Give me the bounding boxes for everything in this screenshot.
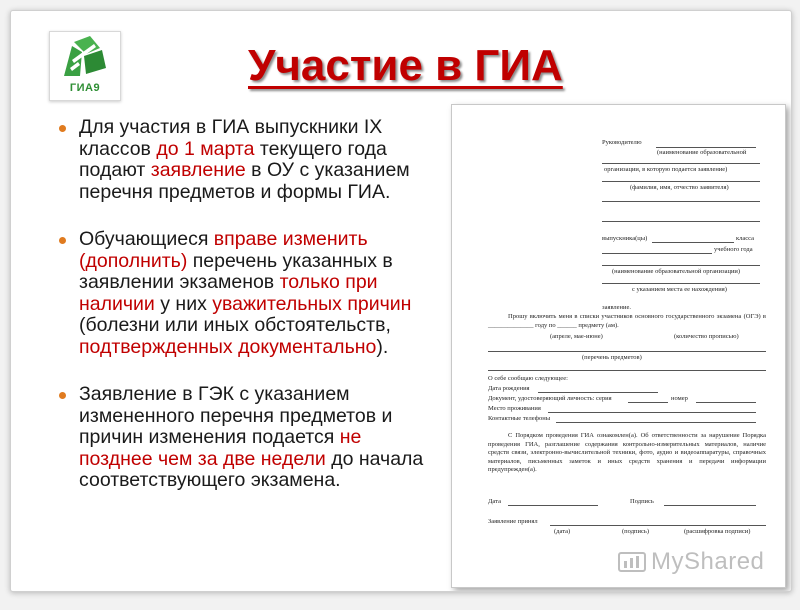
form-hint: (фамилия, имя, отчество заявителя) [630,184,729,191]
form-about: О себе сообщаю следующее: [488,375,568,382]
form-statement: заявление. [602,304,632,311]
form-id-num: номер [671,395,688,402]
form-hint: (перечень предметов) [582,354,642,361]
bullet-item [49,117,434,203]
bullet-dot-icon [59,237,66,244]
bullet-text: Заявление в ГЭК с указанием измененного перечня предметов и причин изменения подается [79,383,393,448]
bullet-text: в ОУ с указанием перечня предметов и формы ГИА. [79,159,410,203]
form-phones: Контактные телефоны [488,415,551,422]
bullet-text: текущего года подают [79,137,387,181]
form-hint: с указанием места ее нахождения) [632,286,727,293]
slide-title: Участие в ГИА [248,41,563,90]
form-accepted: Заявление принял [488,518,538,525]
bullet-text: перечень указанных в заявлении экзаменов [79,249,393,293]
bullet-text: (болезни или иных обстоятельств, [79,314,391,336]
form-hint: (наименование образовательной [657,149,747,156]
watermark-text: MyShared [651,548,765,575]
bullet-text: Для участия в ГИА выпускники IX классов [79,116,383,160]
bullet-item [49,229,434,358]
bullet-dot-icon [59,392,66,399]
highlighted-text: заявление [150,159,246,181]
application-form-image [451,104,786,588]
form-director: Руководителю [602,139,642,146]
form-hint: (дата) [554,528,571,535]
form-class: класса [736,235,755,242]
logo-text: ГИА9 [69,82,101,94]
form-dob: Дата рождения [488,385,530,392]
bullet-text: Обучающиеся [79,228,214,250]
slide [10,10,792,592]
gia-emblem-icon [50,32,120,82]
form-para2: С Порядком проведения ГИА ознакомлен(а). Об ответственности за нарушение Порядка проведения ГИА, разглашение содержания контрольно-измерительных материалов, наличие средств связи, электронно-вычислительной техники, фото, аудио и видеоаппаратуры, справочных материалов, письменных заметок и иных средств хранения и передачи информации предупрежден(а). [488,432,766,474]
form-hint: (апреле, мае-июне) [550,333,603,340]
form-year: учебного года [714,246,753,253]
form-hint: (расшифровка подписи) [684,528,751,535]
bullet-text: ). [376,335,389,358]
form-date: Дата [488,498,501,505]
myshared-logo-icon [617,547,647,577]
highlighted-text: до 1 марта [156,137,255,160]
bullet-text: у них [154,292,213,315]
bullet-dot-icon [59,125,66,132]
form-para1: Прошу включить меня в списки участников основного государственного экзамена (ОГЭ) в ______________ году по ______ предмету (ам). [488,313,766,329]
bullet-list [49,117,434,518]
bullet-text: до начала соответствующего экзамена. [79,447,424,491]
myshared-watermark [617,547,764,577]
form-hint: организации, в которую подается заявление) [604,166,728,173]
highlighted-text: только при наличии [79,271,378,315]
form-grad: выпускника(цы) [602,235,648,242]
form-residence: Место проживания [488,405,541,412]
form-hint: (количество прописью) [674,333,739,340]
gia9-logo [49,31,121,101]
highlighted-text: вправе изменить (дополнить) [79,228,368,272]
bullet-item [49,384,434,492]
form-signature: Подпись [630,498,654,505]
form-hint: (наименование образовательной организации) [612,268,741,275]
form-id: Документ, удостоверяющий личность: серия [488,395,612,402]
highlighted-text: уважительных причин [212,292,412,315]
form-hint: (подпись) [622,528,649,535]
highlighted-text: не позднее чем за две недели [79,426,362,470]
highlighted-text: подтвержденных документально [79,335,377,358]
